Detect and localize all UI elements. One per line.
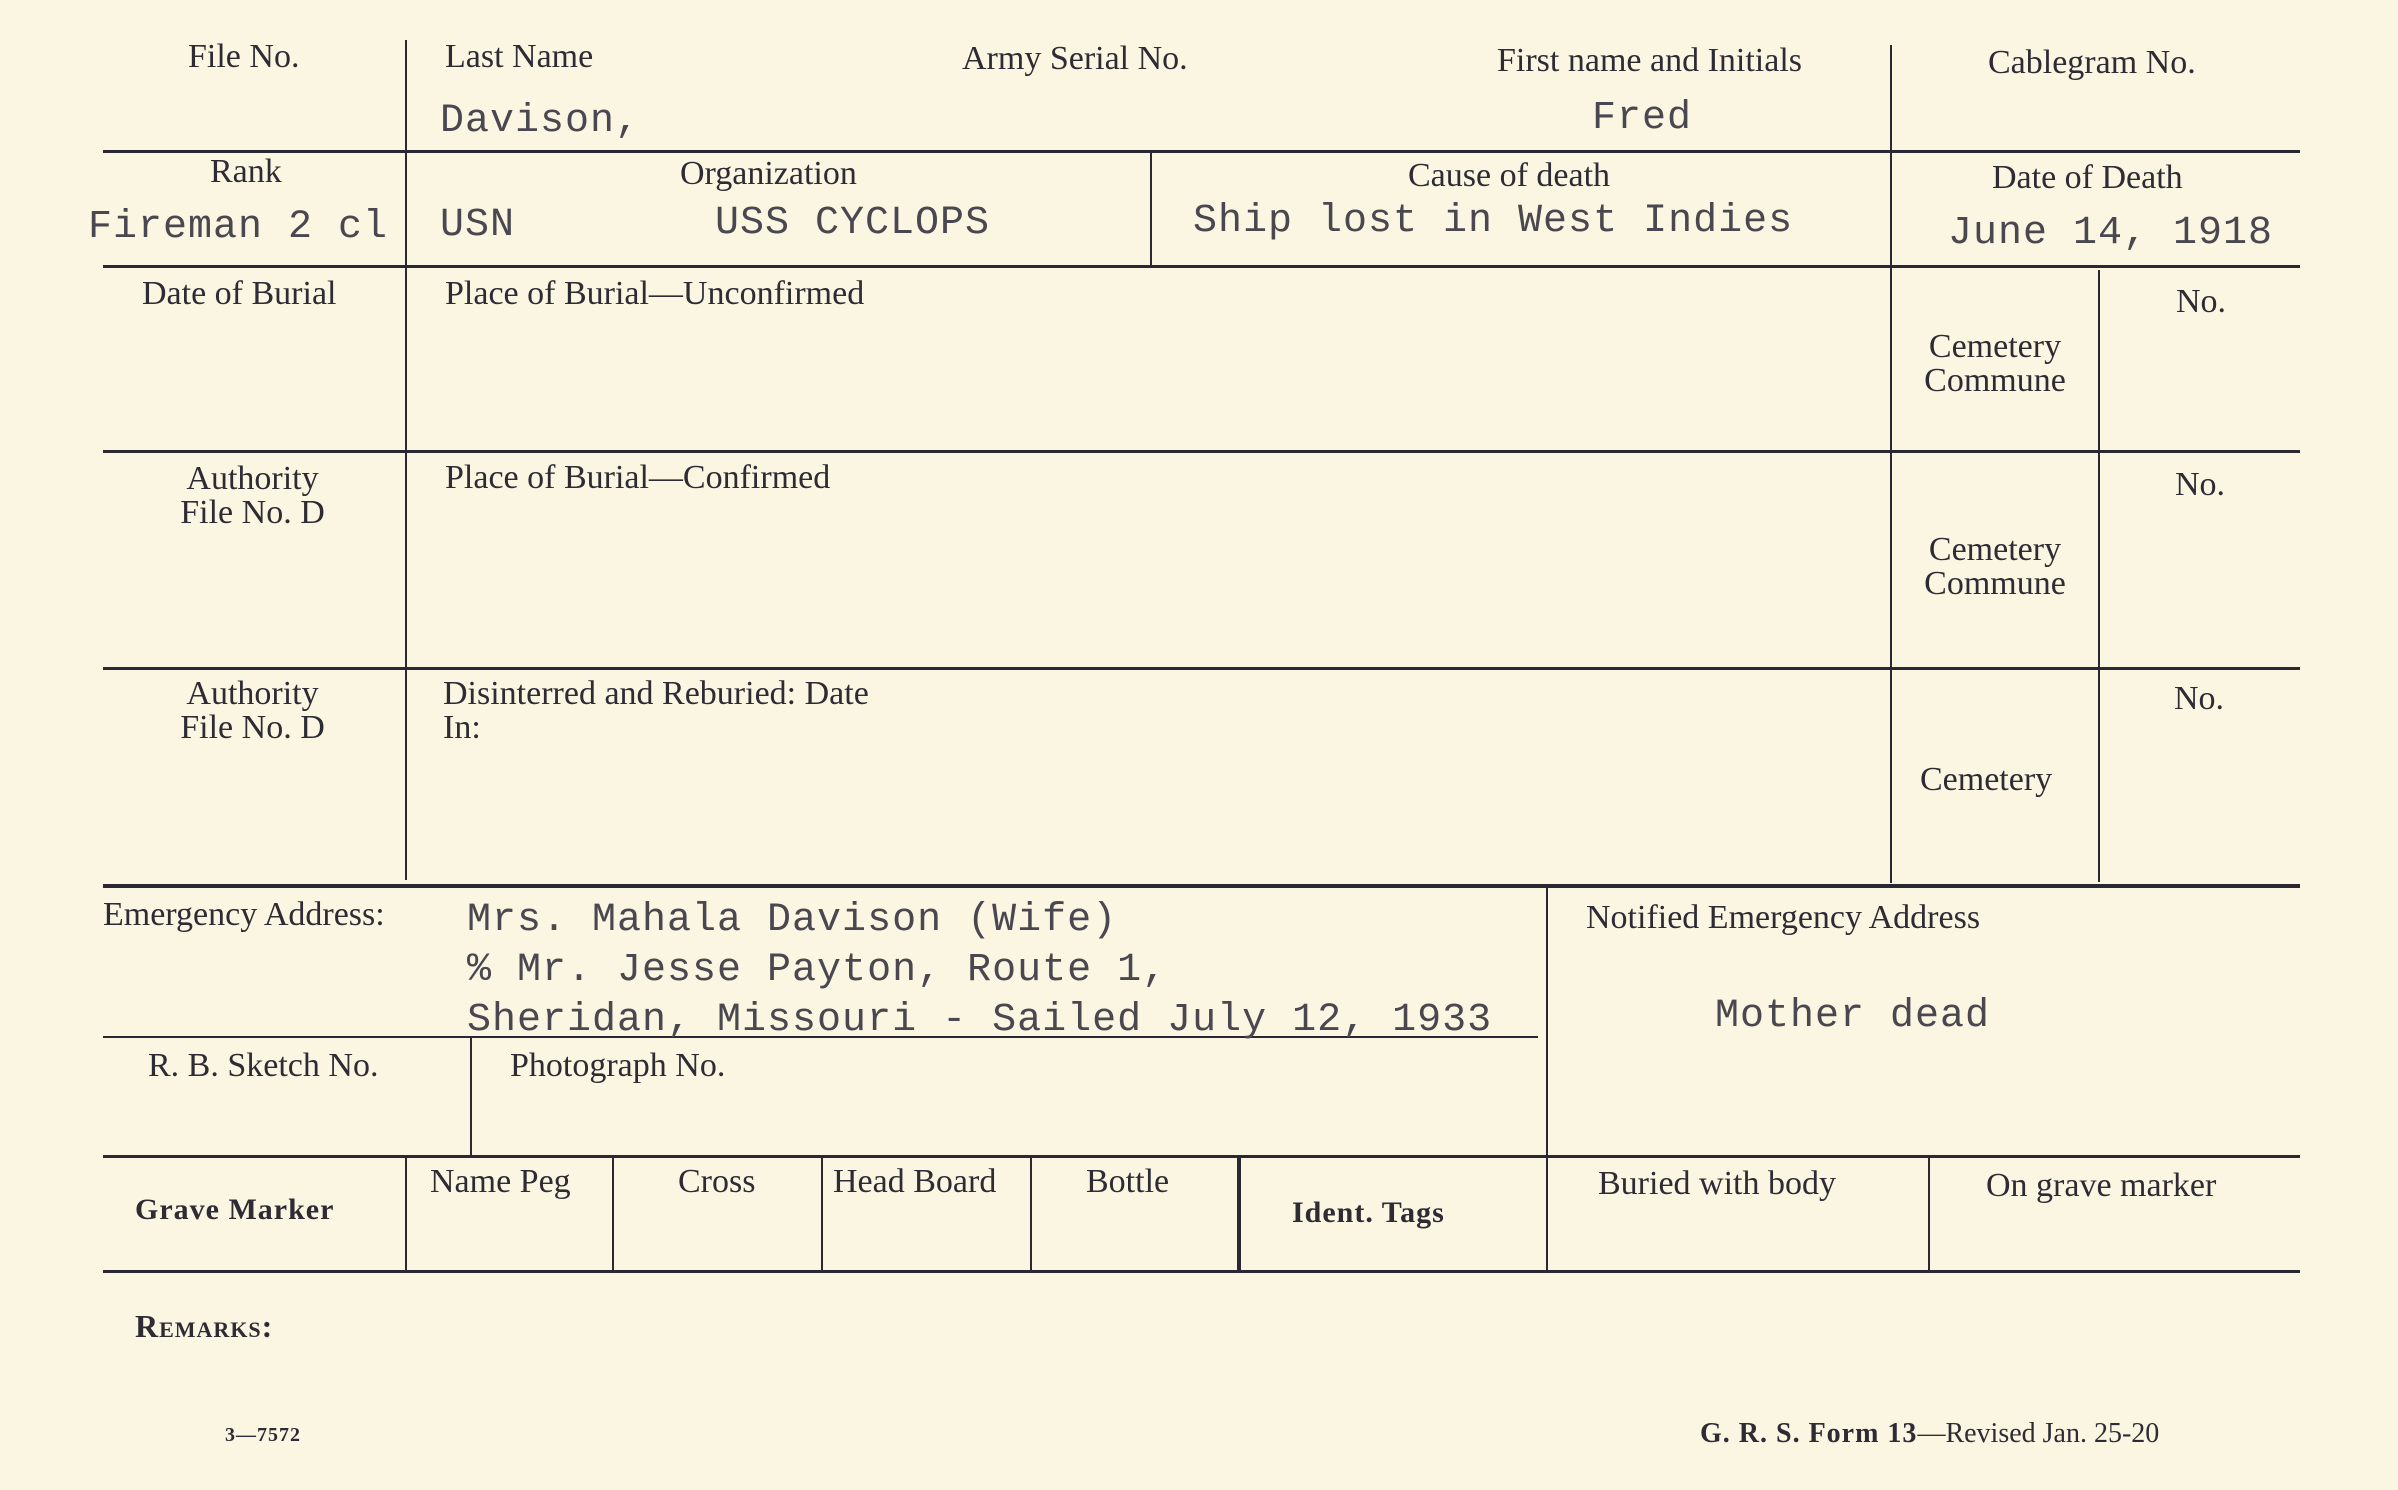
vrule-gm4	[1030, 1157, 1032, 1270]
on-grave-marker-label: On grave marker	[1986, 1167, 2217, 1204]
notified-emergency-label: Notified Emergency Address	[1586, 899, 1981, 936]
last-name-value: Davison,	[440, 99, 641, 144]
bottle-label: Bottle	[1086, 1163, 1170, 1200]
last-name-label: Last Name	[445, 38, 594, 75]
place-confirmed-label: Place of Burial—Confirmed	[445, 459, 831, 496]
form-name: G. R. S. Form 13	[1700, 1418, 1918, 1449]
emergency-address-label: Emergency Address:	[103, 896, 385, 933]
no-label-1: No.	[2176, 283, 2227, 320]
file-no-label: File No.	[188, 38, 300, 75]
org-ship-value: USS CYCLOPS	[715, 201, 991, 246]
first-name-label: First name and Initials	[1497, 42, 1803, 79]
rule-row4	[103, 667, 2300, 670]
army-serial-label: Army Serial No.	[962, 40, 1188, 77]
rule-row6	[103, 1155, 2300, 1158]
form-code: 3—7572	[225, 1424, 301, 1446]
vrule-notified	[1546, 888, 1548, 1155]
rule-row3	[103, 450, 2300, 453]
vrule-no	[2098, 270, 2100, 882]
place-unconfirmed-label: Place of Burial—Unconfirmed	[445, 275, 865, 312]
no-label-3: No.	[2174, 680, 2225, 717]
authority-label-2: Authority File No. D	[180, 675, 325, 746]
rule-row5	[103, 884, 2300, 888]
buried-with-body-label: Buried with body	[1598, 1165, 1836, 1202]
vrule-rb-sketch	[470, 1038, 472, 1155]
vrule-gm7	[1928, 1157, 1930, 1270]
rb-sketch-label: R. B. Sketch No.	[148, 1047, 379, 1084]
name-peg-label: Name Peg	[430, 1163, 571, 1200]
cemetery-commune-label-2: Cemetery Commune	[1924, 531, 2066, 602]
organization-label: Organization	[680, 155, 857, 192]
grave-marker-label: Grave Marker	[135, 1193, 335, 1226]
rule-row7	[103, 1270, 2300, 1273]
head-board-label: Head Board	[833, 1163, 997, 1200]
form-footer	[1700, 1420, 2159, 1448]
rule-row1	[103, 150, 2300, 153]
cause-of-death-label: Cause of death	[1408, 157, 1611, 194]
no-label-2: No.	[2175, 466, 2226, 503]
rule-row2	[103, 265, 2300, 268]
vrule-gm5	[1237, 1157, 1241, 1270]
cross-label: Cross	[678, 1163, 756, 1200]
cablegram-label: Cablegram No.	[1988, 44, 2196, 81]
vrule-main-left	[405, 40, 407, 880]
vrule-gm2	[612, 1157, 614, 1270]
vrule-gm3	[821, 1157, 823, 1270]
authority-label-1: Authority File No. D	[180, 460, 325, 531]
address-line-3: Sheridan, Missouri - Sailed July 12, 1933	[467, 998, 1493, 1043]
org-branch-value: USN	[440, 203, 516, 248]
ident-tags-label: Ident. Tags	[1292, 1196, 1445, 1229]
form-revised: —Revised Jan. 25-20	[1917, 1418, 2160, 1449]
remarks-label: Remarks:	[135, 1308, 274, 1344]
cemetery-label: Cemetery	[1920, 761, 2053, 798]
vrule-gm1	[405, 1157, 407, 1270]
date-of-death-value: June 14, 1918	[1948, 211, 2274, 256]
cemetery-commune-label-1: Cemetery Commune	[1924, 328, 2066, 399]
date-of-death-label: Date of Death	[1992, 159, 2183, 196]
rank-label: Rank	[210, 153, 282, 190]
vrule-gm6	[1546, 1157, 1548, 1270]
rank-value: Fireman 2 cl	[88, 205, 389, 250]
address-line-1: Mrs. Mahala Davison (Wife)	[467, 898, 1118, 943]
notified-value: Mother dead	[1715, 994, 1991, 1039]
cause-value: Ship lost in West Indies	[1193, 199, 1794, 244]
vrule-org	[1150, 150, 1152, 265]
address-line-2: % Mr. Jesse Payton, Route 1,	[467, 948, 1168, 993]
photograph-label: Photograph No.	[510, 1047, 726, 1084]
disinterred-label: Disinterred and Reburied: Date In:	[443, 675, 869, 746]
vrule-date-of-death	[1890, 45, 1892, 883]
first-name-value: Fred	[1592, 96, 1693, 141]
date-of-burial-label: Date of Burial	[142, 275, 337, 312]
